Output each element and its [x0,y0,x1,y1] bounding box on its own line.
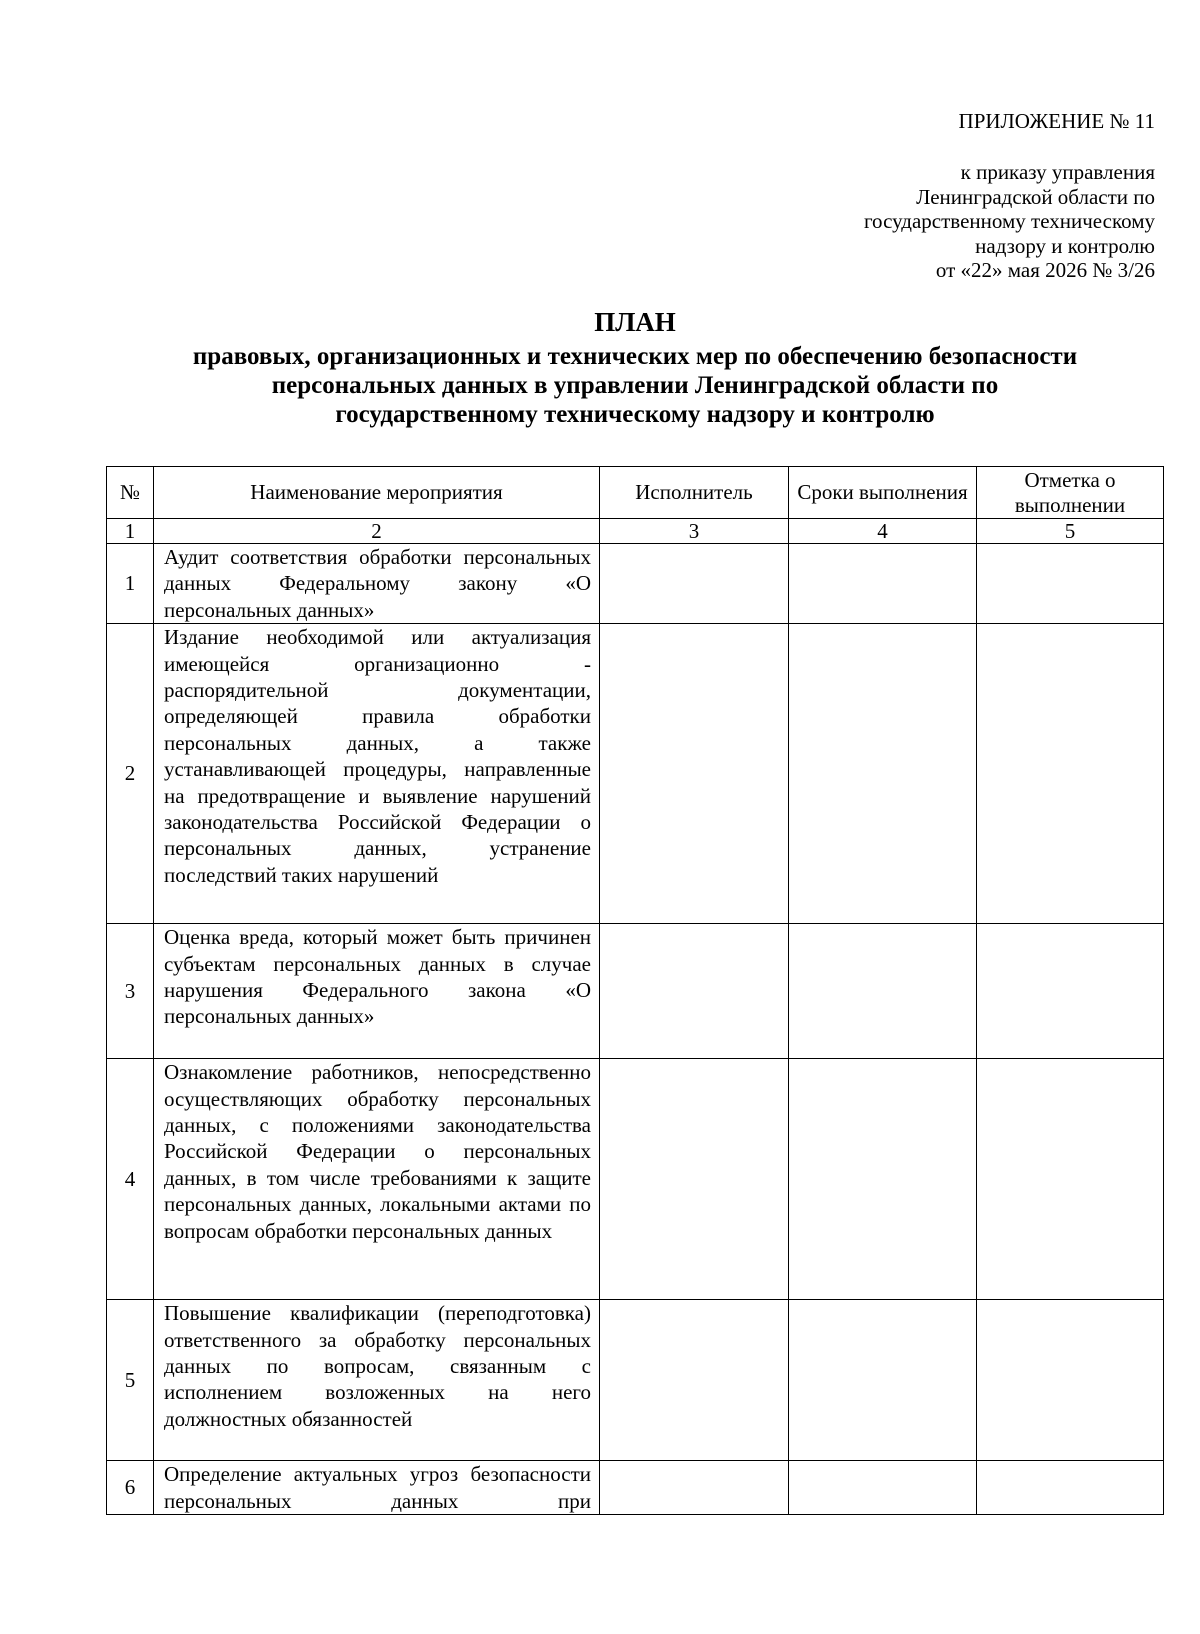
mark-cell [977,624,1164,924]
annex-number: ПРИЛОЖЕНИЕ № 11 [958,109,1155,133]
deadline-cell [789,624,977,924]
mark-cell [977,1461,1164,1515]
executor-cell [600,1059,789,1300]
order-line: к приказу управления [960,160,1155,184]
order-line: Ленинградской области по [916,184,1155,209]
row-number: 5 [107,1300,154,1461]
column-header-name: Наименование мероприятия [154,467,600,519]
subtitle-line: персональных данных в управлении Ленинградской области по [271,372,999,399]
mark-cell [977,1059,1164,1300]
order-line: надзору и контролю [975,233,1155,258]
executor-cell [600,544,789,624]
deadline-cell [789,1300,977,1461]
mark-cell [977,924,1164,1059]
executor-cell [600,1300,789,1461]
deadline-cell [789,544,977,624]
row-number: 3 [107,924,154,1059]
subtitle-line: правовых, организационных и технических мер по обеспечению безопасности [192,343,1078,370]
measure-name: Оценка вреда, который может быть причинен субъектам персональных данных в случае нарушения Федерального закона «О персональных данных» [154,924,600,1059]
order-line: от «22» мая 2026 № 3/26 [935,258,1155,282]
column-number-row [107,519,1164,544]
order-line: государственному техническому [863,209,1155,233]
table-row [107,924,1164,1059]
measure-name: Издание необходимой или актуализация имеющейся организационно - распорядительной документации, определяющей правила обработки персональных данных, а также устанавливающей процедуры, направленные на предотвращение и выявление нарушений законодательства Российской Федерации о персональных данных, устранение последствий таких нарушений [154,624,600,924]
order-reference [864,160,1155,283]
deadline-cell [789,1059,977,1300]
column-header-number: № [107,467,154,519]
column-header-executor: Исполнитель [600,467,789,519]
column-number: 1 [107,519,154,544]
mark-cell [977,1300,1164,1461]
document-heading [110,306,1160,429]
table-row [107,1300,1164,1461]
table-row [107,1059,1164,1300]
table-row [107,1461,1164,1515]
executor-cell [600,1461,789,1515]
mark-cell [977,544,1164,624]
measures-table [106,466,1164,1515]
deadline-cell [789,924,977,1059]
table-row [107,624,1164,924]
table-header-row [107,467,1164,519]
row-number: 6 [107,1461,154,1515]
measure-name: Ознакомление работников, непосредственно осуществляющих обработку персональных данных, с положениями законодательства Российской Федерации о персональных данных, в том числе требованиями к защите персональных данных, локальными актами по вопросам обработки персональных данных [154,1059,600,1300]
column-header-deadline: Сроки выполнения [789,467,977,519]
measure-name: Определение актуальных угроз безопасности персональных данных при [154,1461,600,1515]
subtitle-line: государственному техническому надзору и контролю [335,401,935,428]
column-number: 4 [789,519,977,544]
executor-cell [600,624,789,924]
document-title: ПЛАН [594,307,676,337]
measure-name: Аудит соответствия обработки персональных данных Федеральному закону «О персональных данных» [154,544,600,624]
column-number: 5 [977,519,1164,544]
measure-name: Повышение квалификации (переподготовка) ответственного за обработку персональных данных по вопросам, связанным с исполнением возложенных на него должностных обязанностей [154,1300,600,1461]
column-number: 3 [600,519,789,544]
row-number: 2 [107,624,154,924]
row-number: 4 [107,1059,154,1300]
column-header-mark: Отметка о выполнении [977,467,1164,519]
deadline-cell [789,1461,977,1515]
row-number: 1 [107,544,154,624]
table-row [107,544,1164,624]
column-number: 2 [154,519,600,544]
executor-cell [600,924,789,1059]
